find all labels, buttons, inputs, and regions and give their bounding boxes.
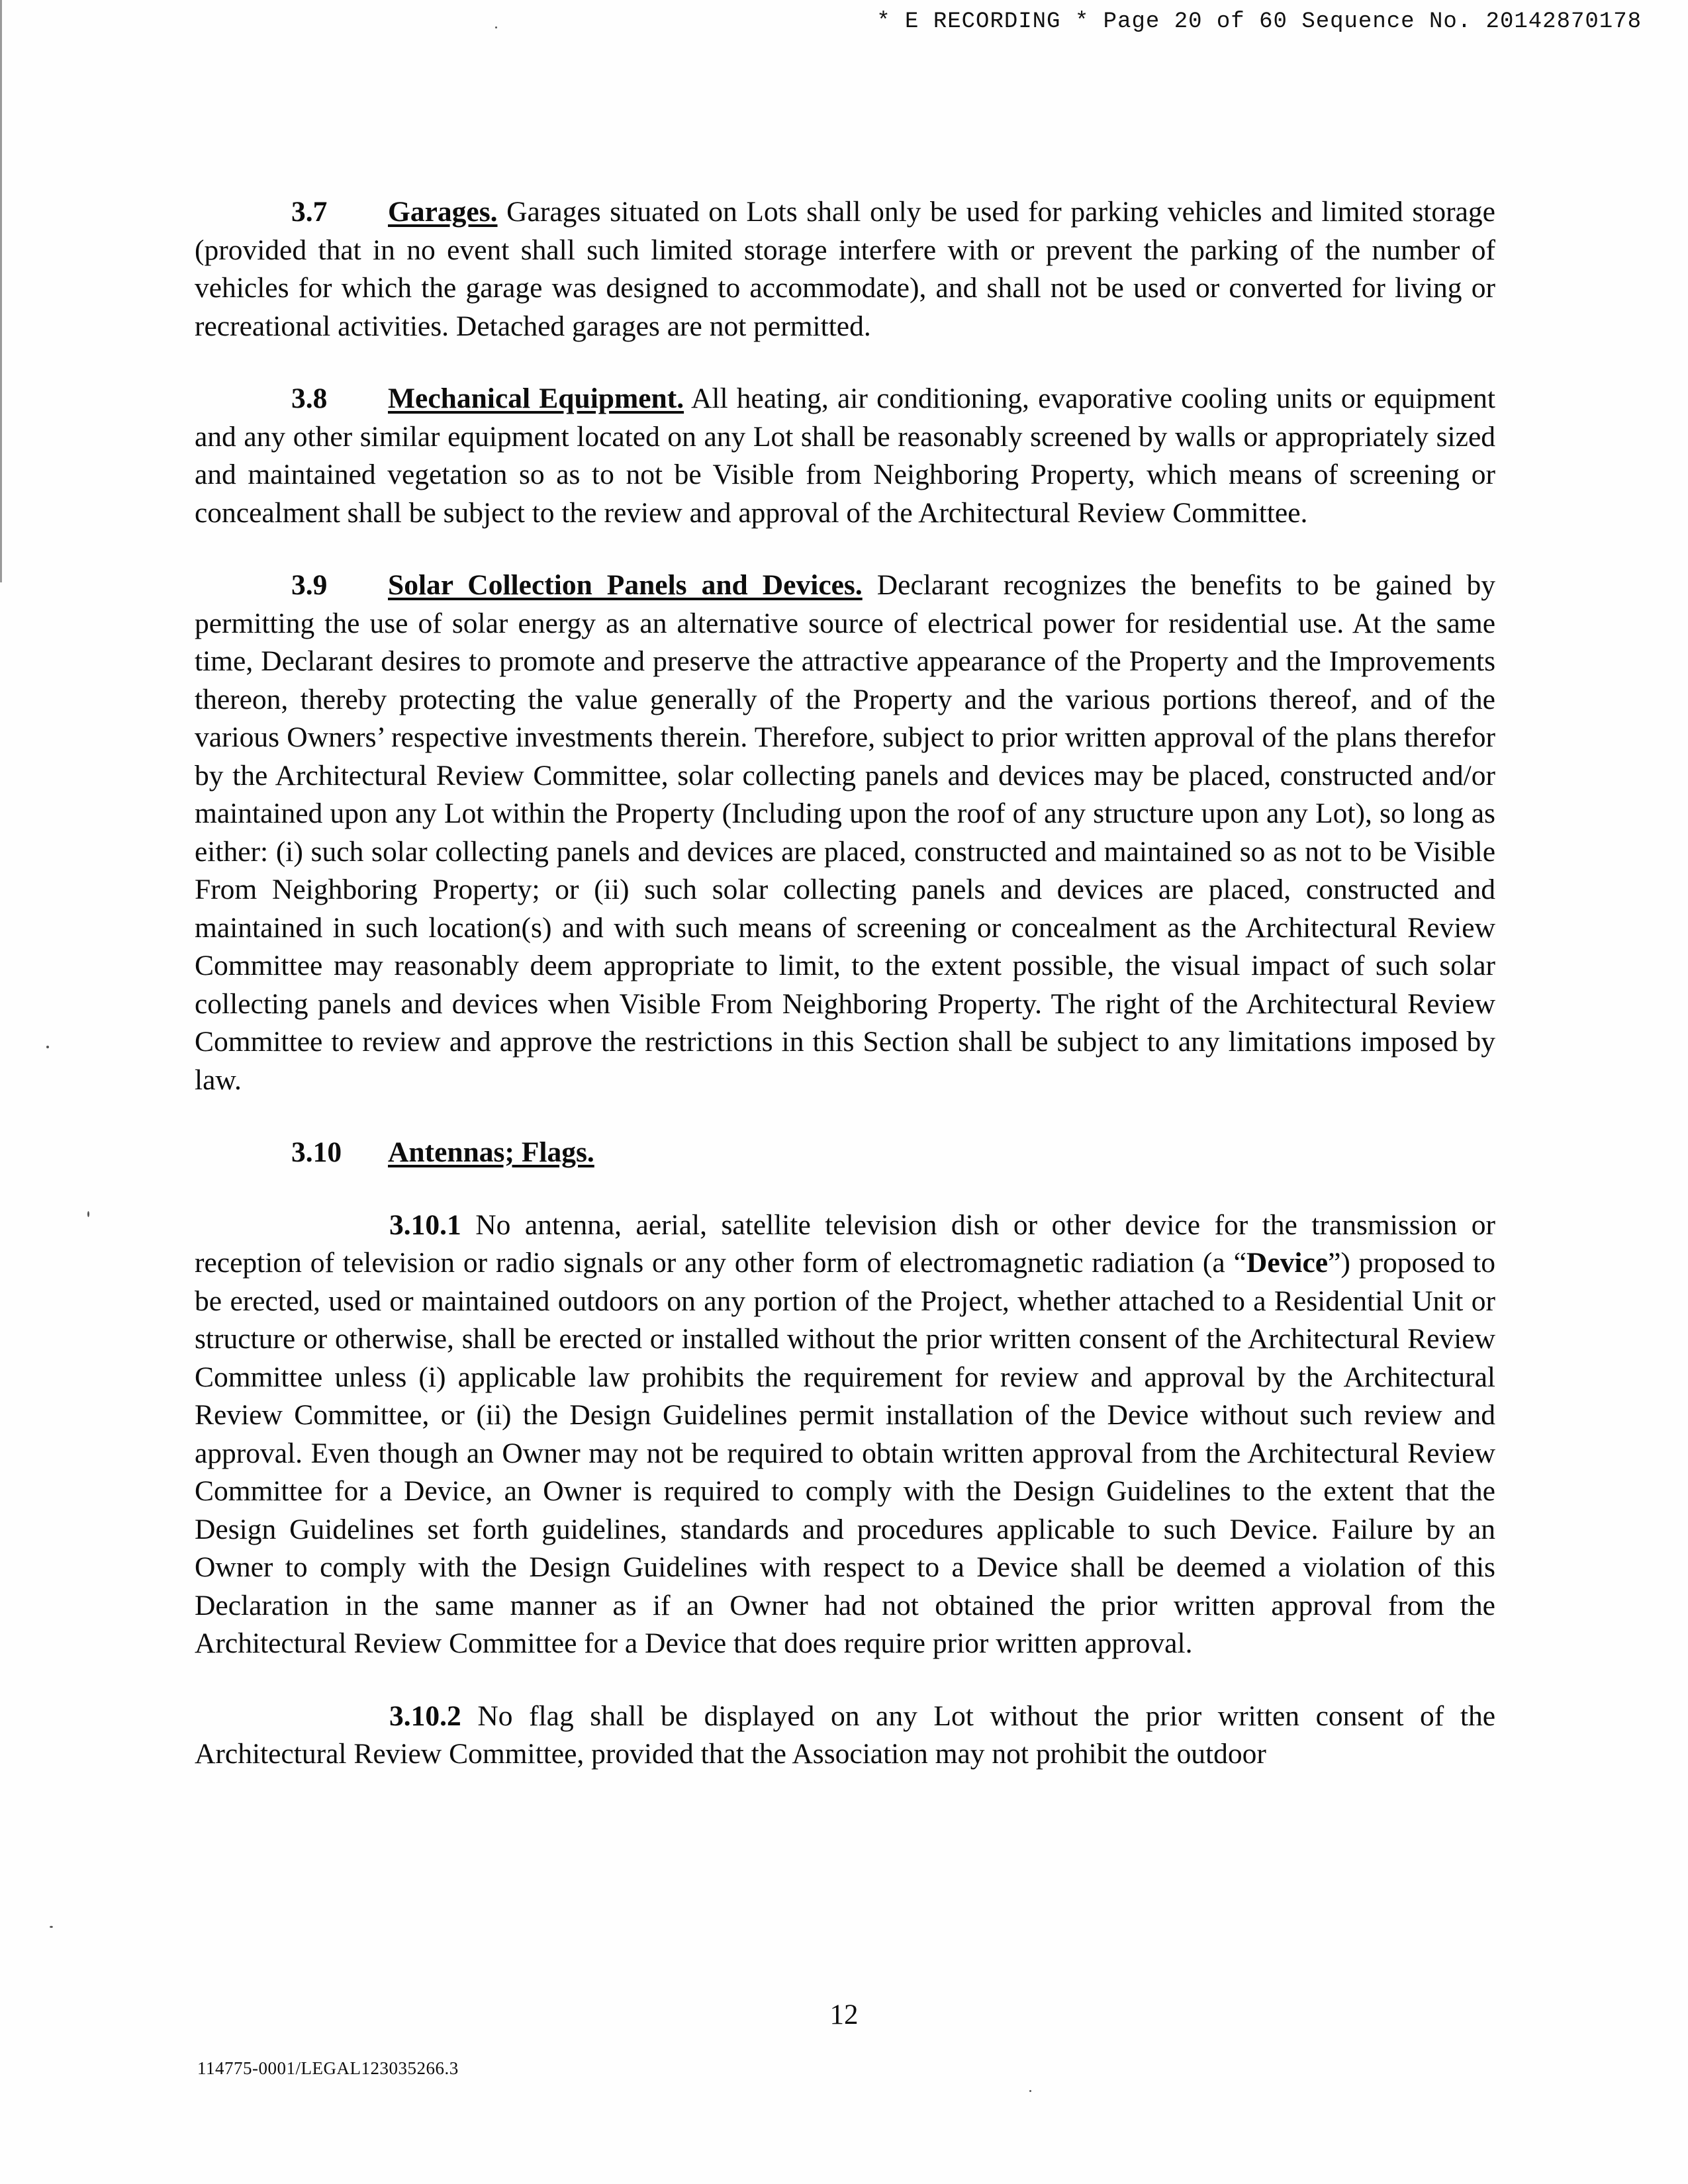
subsection-3-10-2 <box>195 1698 1495 1774</box>
section-title: Mechanical Equipment. <box>388 383 684 414</box>
subsection-text-before: No antenna, aerial, satellite television dish or other device for the transmission or reception of television or radio signals or any other form of electromagnetic radiation (a “ <box>195 1208 1495 1279</box>
document-id: 114775-0001/LEGAL123035266.3 <box>197 2058 459 2078</box>
scan-edge-rule <box>0 0 2 582</box>
section-number: 3.9 <box>291 569 328 601</box>
section-text: All heating, air conditioning, evaporative cooling units or equipment and any other similar equipment located on any Lot shall be reasonably screened by walls or appropriately sized and maintained vegetation so as to not be Visible from Neighboring Property, which means of screening or concealment shall be subject to the review and approval of the Architectural Review Committee. <box>195 383 1496 529</box>
subsection-number: 3.10.2 <box>389 1700 461 1732</box>
subsection-3-10-1 <box>195 1206 1495 1663</box>
section-3-9 <box>195 567 1495 1099</box>
scan-speck <box>87 1211 89 1217</box>
section-3-10-heading <box>195 1134 1495 1172</box>
subsection-text: No flag shall be displayed on any Lot without the prior written consent of the Architectural Review Committee, provided that the Association may not prohibit the outdoor <box>195 1700 1495 1770</box>
scan-speck <box>495 26 497 28</box>
section-title: Solar Collection Panels and Devices. <box>388 569 863 601</box>
section-number: 3.7 <box>291 196 328 228</box>
subsection-number: 3.10.1 <box>389 1208 461 1241</box>
section-text: Declarant recognizes the benefits to be gained by permitting the use of solar energy as an alternative source of electrical power for residential use. At the same time, Declarant desires to promote and preserve the attractive appearance of the Property and the Improvements thereon, thereby protecting the value generally of the Property and the various portions thereof, and of the various Owners’ respective investments therein. Therefore, subject to prior written approval of the plans therefor by the Architectural Review Committee, solar collecting panels and devices may be placed, constructed and/or maintained upon any Lot within the Property (Including upon the roof of any structure upon any Lot), so long as either: (i) such solar collecting panels and devices are placed, constructed and maintained so as not to be Visible From Neighboring Property; or (ii) such solar collecting panels and devices are placed, constructed and maintained in such location(s) and with such means of screening or concealment as the Architectural Review Committee may reasonably deem appropriate to limit, to the extent possible, the visual impact of such solar collecting panels and devices when Visible From Neighboring Property. The right of the Architectural Review Committee to review and approve the restrictions in this Section shall be subject to any limitations imposed by law. <box>195 569 1495 1096</box>
section-title: Garages. <box>388 196 498 228</box>
defined-term: Device <box>1246 1247 1329 1279</box>
recording-stamp: * E RECORDING * Page 20 of 60 Sequence No. 20142870178 <box>876 9 1642 34</box>
section-text: Garages situated on Lots shall only be used for parking vehicles and limited storage (provided that in no event shall such limited storage interfere with or prevent the parking of the number of vehicles for which the garage was designed to accommodate), and shall not be used or converted for living or recreational activities. Detached garages are not permitted. <box>195 196 1495 342</box>
scan-speck <box>50 1926 53 1928</box>
section-number: 3.8 <box>291 383 328 414</box>
document-body <box>195 193 1495 1808</box>
section-number: 3.10 <box>291 1136 342 1168</box>
section-3-8 <box>195 380 1495 532</box>
section-3-7 <box>195 193 1495 345</box>
section-title: Antennas; Flags. <box>388 1136 594 1168</box>
scan-speck <box>1029 2090 1031 2092</box>
page-number: 12 <box>829 1999 859 2030</box>
subsection-text-after: ”) proposed to be erected, used or maintained outdoors on any portion of the Project, whether attached to a Residential Unit or structure or otherwise, shall be erected or installed without the prior written consent of the Architectural Review Committee unless (i) applicable law prohibits the requirement for review and approval by the Architectural Review Committee, or (ii) the Design Guidelines permit installation of the Device without such review and approval. Even though an Owner may not be required to obtain written approval from the Architectural Review Committee for a Device, an Owner is required to comply with the Design Guidelines to the extent that the Design Guidelines set forth guidelines, standards and procedures applicable to such Device. Failure by an Owner to comply with the Design Guidelines with respect to a Device shall be deemed a violation of this Declaration in the same manner as if an Owner had not obtained the prior written approval from the Architectural Review Committee for a Device that does require prior written approval. <box>195 1247 1495 1659</box>
scan-speck <box>46 1046 49 1048</box>
